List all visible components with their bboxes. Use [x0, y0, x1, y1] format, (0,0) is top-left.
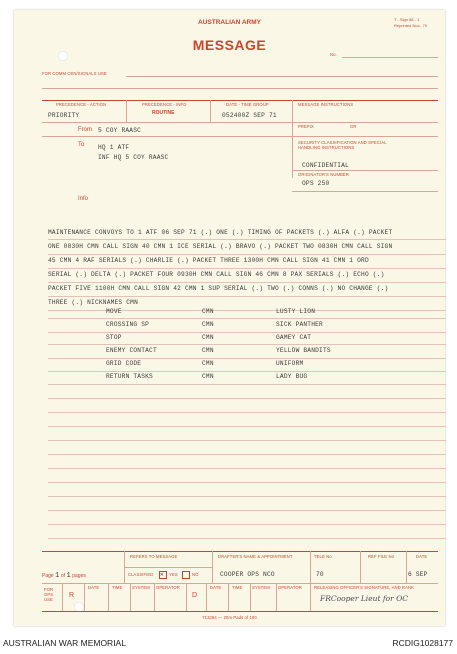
classified-yes-checkbox[interactable] [159, 571, 167, 579]
instructions-label: MESSAGE INSTRUCTIONS [298, 102, 354, 107]
pages-label: pages [72, 573, 86, 579]
yes-label: YES [169, 572, 178, 577]
col-time: TIME [112, 585, 123, 590]
archive-id: RCDIG1028177 [392, 638, 453, 648]
of-label: of [60, 573, 66, 579]
nickname-sep: CMN [202, 373, 214, 380]
tele-value: 70 [316, 571, 324, 578]
to-label: To [78, 142, 85, 148]
precedence-info-value: ROUTINE [152, 110, 175, 116]
nickname-name: GAMEY CAT [276, 334, 312, 341]
releasing-label: RELEASING OFFICER'S SIGNATURE, AND RANK [314, 585, 415, 590]
gr-label: GR [350, 124, 357, 129]
nickname-term: RETURN TASKS [106, 373, 153, 380]
nickname-term: GRID CODE [106, 360, 142, 367]
message-form [14, 10, 445, 626]
col-date-2: DATE [210, 585, 222, 590]
body-line: THREE (.) NICKNAMES CMN [48, 299, 139, 306]
precedence-info-label: PRECEDENCE - INFO [142, 102, 187, 107]
col-operator: OPERATOR [156, 585, 180, 590]
archive-credit: AUSTRALIAN WAR MEMORIAL [3, 638, 126, 648]
to-line-1: HQ 1 ATF [98, 144, 130, 151]
nickname-name: SICK PANTHER [276, 321, 323, 328]
nickname-sep: CMN [202, 360, 214, 367]
nickname-sep: CMN [202, 334, 214, 341]
page-number: 1 [55, 572, 60, 580]
prefix-label: PREFIX [298, 124, 314, 129]
nickname-name: LADY BUG [276, 373, 308, 380]
col-date: DATE [88, 585, 100, 590]
nickname-name: UNIFORM [276, 360, 304, 367]
from-label: From [78, 127, 92, 133]
body-line: ONE 0830H CMN CALL SIGN 40 CMN 1 ICE SERIAL (.) BRAVO (.) PACKET TWO 0830H CMN CALL SIGN [48, 243, 393, 250]
reprint-note: Reprinted Nov., 70 [394, 23, 428, 28]
security-label: SECURITY CLASSIFICATION AND SPECIAL [298, 140, 387, 145]
classified-no-checkbox[interactable] [182, 571, 190, 579]
tele-label: TELE No [314, 554, 332, 559]
comm-cen-label: FOR COMM CEN/SIGNALS USE [42, 71, 107, 76]
precedence-action-value: PRIORITY [48, 112, 80, 119]
nickname-name: LUSTY LION [276, 308, 316, 315]
form-code: T - Sign 58 - 1 [394, 17, 420, 22]
releasing-signature: FRCooper Lieut for OC [320, 594, 409, 603]
nickname-term: ENEMY CONTACT [106, 347, 157, 354]
r-label: R [69, 592, 75, 599]
nickname-sep: CMN [202, 347, 214, 354]
dtg-value: 052400Z SEP 71 [222, 112, 277, 119]
ref-file-label: REF FILE No [368, 554, 394, 559]
body-line: SERIAL (.) DELTA (.) PACKET FOUR 0930H CMN CALL SIGN 46 CMN 8 PAX SERIALS (.) ECHO (.) [48, 271, 385, 278]
check-mark: ✕ [160, 571, 164, 578]
info-label: Info [78, 196, 89, 202]
originator-label: ORIGINATOR'S NUMBER [298, 172, 349, 177]
nickname-term: MOVE [106, 308, 122, 315]
page-label: Page [42, 573, 54, 579]
classified-label: CLASSIFIED [128, 572, 154, 577]
form-footer: 713264 — 20m Pads of 100 [202, 615, 257, 620]
from-value: 5 COY RAASC [98, 127, 142, 134]
drafter-label: DRAFTER'S NAME & APPOINTMENT [218, 554, 293, 559]
body-line: MAINTENANCE CONVOYS TO 1 ATF 06 SEP 71 (.) ONE (.) TIMING OF PACKETS (.) ALFA (.) PACKET [48, 229, 393, 236]
nickname-sep: CMN [202, 321, 214, 328]
to-line-2: INF HQ 5 COY RAASC [98, 154, 169, 161]
org-name: AUSTRALIAN ARMY [198, 19, 261, 26]
nickname-term: STOP [106, 334, 122, 341]
precedence-action-label: PRECEDENCE - ACTION [56, 102, 107, 107]
body-line: 45 CMN 4 RAF SERIALS (.) CHARLIE (.) PACKET THREE 1300H CMN CALL SIGN 41 CMN 1 ORD [48, 257, 369, 264]
refers-label: REFERS TO MESSAGE [130, 554, 178, 559]
nickname-sep: CMN [202, 308, 214, 315]
col-system: SYSTEM [132, 585, 150, 590]
no-label: NO [192, 572, 199, 577]
no-label: No. [330, 52, 337, 57]
col-operator-2: OPERATOR [278, 585, 302, 590]
nickname-term: CROSSING SP [106, 321, 150, 328]
d-label: D [192, 592, 198, 599]
dtg-label: DATE - TIME GROUP [226, 102, 269, 107]
page-title: MESSAGE [192, 37, 267, 53]
security-label-2: HANDLING INSTRUCTIONS [298, 145, 355, 150]
date-value: 6 SEP [408, 571, 428, 578]
total-pages: 1 [66, 572, 71, 580]
originator-value: OPS 250 [302, 180, 330, 187]
body-line: PACKET FIVE 1100H CMN CALL SIGN 42 CMN 1 SUP SERIAL (.) TWO (.) CONNS (.) NO CHANGE (.) [48, 285, 389, 292]
col-time-2: TIME [232, 585, 243, 590]
nickname-name: YELLOW BANDITS [276, 347, 331, 354]
date-label: DATE [416, 554, 428, 559]
ops-use-label: FOR OPS USE [44, 587, 54, 602]
col-system-2: SYSTEM [252, 585, 270, 590]
security-value: CONFIDENTIAL [302, 162, 349, 169]
page-counter [42, 572, 86, 580]
drafter-value: COOPER OPS NCO [220, 571, 275, 578]
